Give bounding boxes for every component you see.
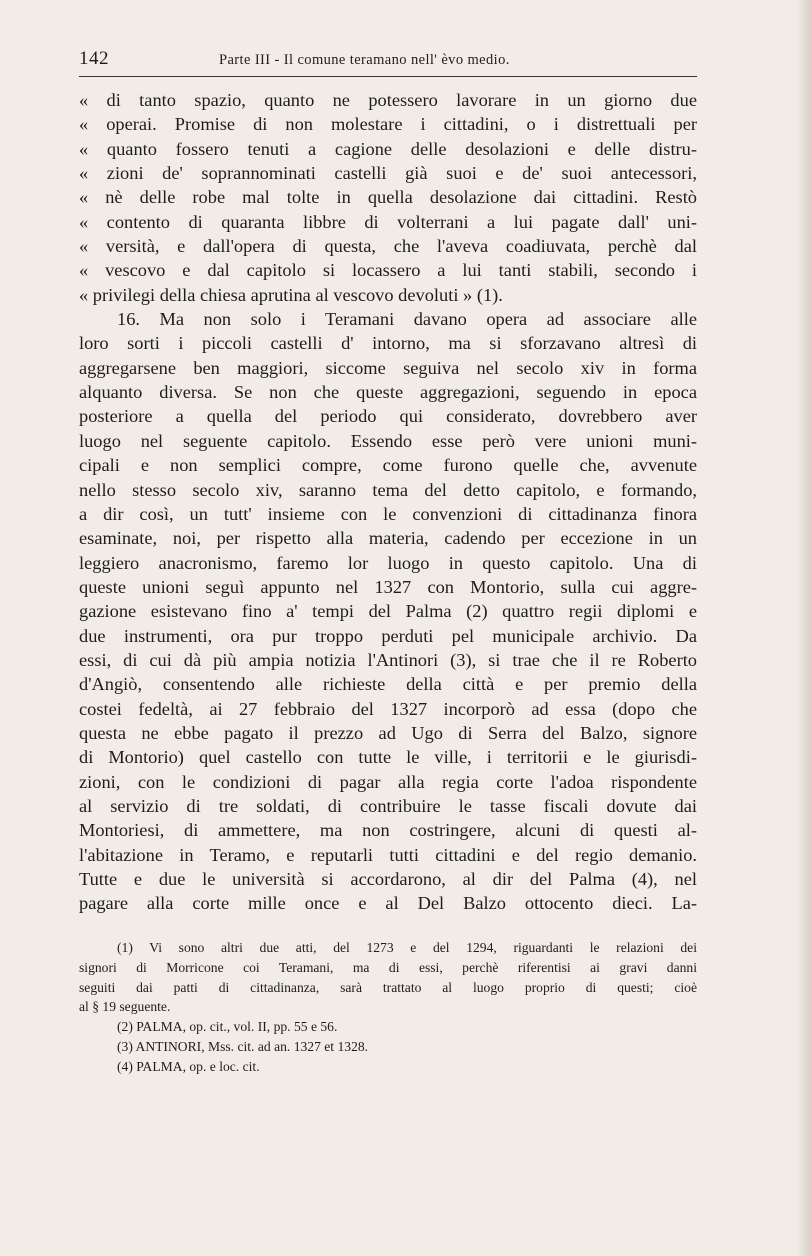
text-line: luogo nel seguente capitolo. Essendo esse però vere unioni muni-: [79, 430, 697, 451]
footnote-2: (2) PALMA, op. cit., vol. II, pp. 55 e 56.: [117, 1019, 338, 1035]
body-text: [79, 88, 697, 916]
running-title: Parte III - Il comune teramano nell' èvo medio.: [219, 52, 510, 68]
text-line: « contento di quaranta libbre di volterrani a lui pagate dall' uni-: [79, 211, 697, 232]
text-line: « di tanto spazio, quanto ne potessero lavorare in un giorno due: [79, 90, 697, 110]
text-line: « zioni de' soprannominati castelli già suoi e de' suoi antecessori,: [79, 163, 697, 184]
text-line: di Montorio) quel castello con tutte le ville, i territorii e le giurisdi-: [79, 747, 697, 768]
text-line: « privilegi della chiesa aprutina al vescovo devoluti » (1).: [79, 284, 503, 305]
text-line: esaminate, noi, per rispetto alla materia, cadendo per eccezione in un: [79, 528, 697, 549]
text-line: d'Angiò, consentendo alle richieste della città e per premio della: [79, 674, 697, 695]
footnote-4: (4) PALMA, op. e loc. cit.: [117, 1058, 260, 1074]
text-line: zioni, con le condizioni di pagar alla regia corte l'adoa rispondente: [79, 771, 697, 792]
page-header: [79, 48, 697, 74]
text-line: costei fedeltà, ai 27 febbraio del 1327 incorporò ad essa (dopo che: [79, 698, 697, 719]
text-line: pagare alla corte mille once e al Del Balzo ottocento dieci. La-: [79, 893, 697, 914]
text-line: Montoriesi, di ammettere, ma non costringere, alcuni di questi al-: [79, 820, 697, 841]
footnote-1-line: signori di Morricone coi Teramani, ma di essi, perchè riferentisi ai gravi danni: [79, 959, 697, 975]
footnotes: [79, 938, 697, 1077]
text-line: Tutte e due le università si accordarono, al dir del Palma (4), nel: [79, 869, 697, 889]
text-line: l'abitazione in Teramo, e reputarli tutti cittadini e del regio demanio.: [79, 844, 697, 865]
text-line: queste unioni seguì appunto nel 1327 con Montorio, sulla cui aggre-: [79, 576, 697, 597]
text-line: posteriore a quella del periodo qui considerato, dovrebbero aver: [79, 406, 697, 427]
text-line: leggiero anacronismo, faremo lor luogo in questo capitolo. Una di: [79, 552, 697, 573]
text-line: alquanto diversa. Se non che queste aggregazioni, seguendo in epoca: [79, 382, 697, 403]
text-line: a dir così, un tutt' insieme con le convenzioni di cittadinanza finora: [79, 503, 697, 524]
text-line: essi, di cui dà più ampia notizia l'Antinori (3), si trae che il re Roberto: [79, 649, 697, 670]
footnote-3: (3) ANTINORI, Mss. cit. ad an. 1327 et 1328.: [117, 1038, 369, 1054]
footnote-1-line: seguiti dai patti di cittadinanza, sarà trattato al luogo proprio di questi; cioè: [79, 979, 697, 995]
text-line: « operai. Promise di non molestare i cittadini, o i distrettuali per: [79, 114, 697, 135]
text-line: cipali e non semplici compre, come furono quelle che, avvenute: [79, 455, 697, 476]
text-line: al servizio di tre soldati, di contribuire le tasse fiscali dovute dai: [79, 795, 697, 816]
page-number: 142: [79, 48, 109, 69]
text-line: « vescovo e dal capitolo si locassero a lui tanti stabili, secondo i: [79, 260, 697, 281]
text-line: « nè delle robe mal tolte in quella desolazione dai cittadini. Restò: [79, 187, 697, 208]
text-line: nello stesso secolo xiv, saranno tema del detto capitolo, e formando,: [79, 479, 697, 500]
page-edge-shadow: [797, 0, 811, 1256]
text-line: « quanto fossero tenuti a cagione delle desolazioni e delle distru-: [79, 138, 697, 159]
text-line: questa ne ebbe pagato il prezzo ad Ugo di Serra del Balzo, signore: [79, 722, 697, 743]
text-line: « versità, e dall'opera di questa, che l'aveva coadiuvata, perchè dal: [79, 236, 697, 257]
text-line: aggregarsene ben maggiori, siccome seguiva nel secolo xiv in forma: [79, 357, 697, 378]
text-line: loro sorti i piccoli castelli d' intorno, ma si sforzavano altresì di: [79, 333, 697, 354]
header-rule: [79, 76, 697, 77]
paragraph-16-start: 16. Ma non solo i Teramani davano opera ad associare alle: [117, 309, 697, 330]
text-line: gazione esistevano fino a' tempi del Palma (2) quattro regii diplomi e: [79, 601, 697, 622]
text-line: due instrumenti, ora pur troppo perduti pel municipale archivio. Da: [79, 625, 697, 646]
footnote-1-line: (1) Vi sono altri due atti, del 1273 e del 1294, riguardanti le relazioni dei: [117, 940, 697, 955]
footnote-1-line: al § 19 seguente.: [79, 999, 171, 1015]
